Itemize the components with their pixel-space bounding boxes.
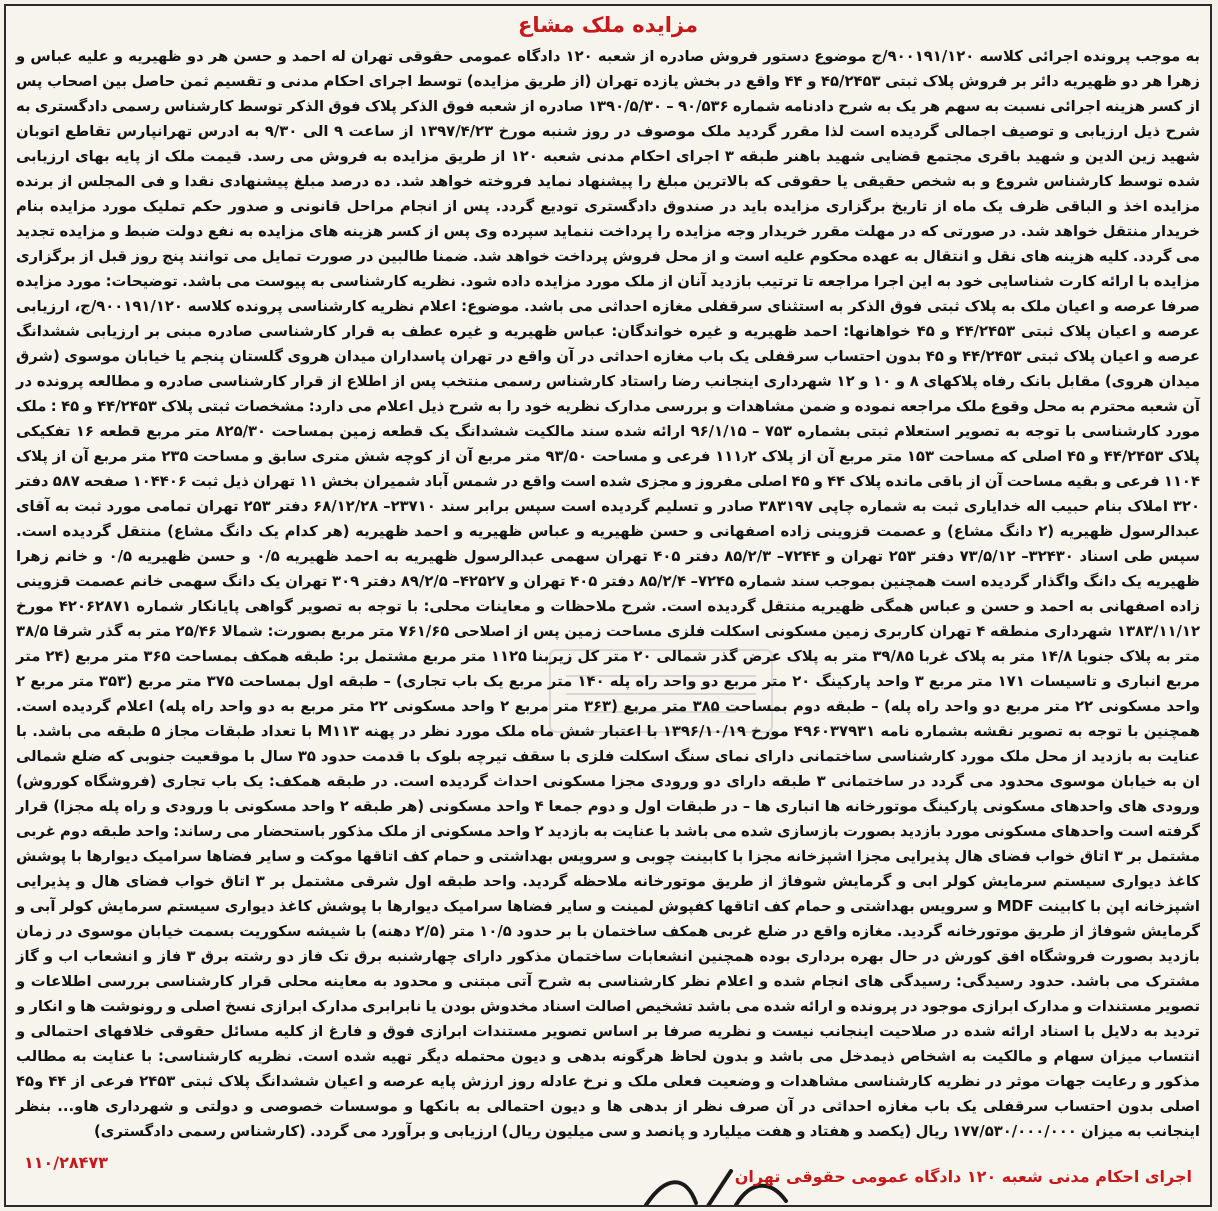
notice-frame <box>4 4 1212 1207</box>
notice-body: به موجب پرونده اجرائی کلاسه ۹۰۰۱۹۱/۱۲۰/ج موضوع دستور فروش صادره از شعبه ۱۲۰ دادگاه عمومی حقوقی تهران له احمد و حسن هر دو ظهیریه و علیه عباس و زهرا هر دو ظهیریه دائر بر فروش پلاک ثبتی ۴۵/۲۴۵۳ و ۴۴ واقع در بخش یازده تهران (از طریق مزایده) توسط اجرای احکام مدنی و تقسیم ثمن حاصل بین اصحاب پس از کسر هزینه اجرائی نسبت به سهم هر یک به شرح دادنامه شماره ۹۰/۵۳۶ – ۱۳۹۰/۵/۳۰ صادره از شعبه فوق الذکر پلاک فوق الذکر توسط کارشناس رسمی دادگستری به شرح ذیل ارزیابی و توصیف اجمالی گردیده است لذا مقرر گردید ملک موصوف در روز شنبه مورخ ۱۳۹۷/۴/۲۳ از ساعت ۹ الی ۹/۳۰ به ادرس تهرانپارس تقاطع اتوبان شهید زین الدین و شهید باقری مجتمع قضایی شهید باهنر طبقه ۳ اجرای احکام مدنی شعبه ۱۲۰ از طریق مزایده به فروش می رسد. قیمت ملک از پایه بهای ارزیابی شده توسط کارشناس شروع و به شخص حقیقی یا حقوقی که بالاترین مبلغ را پیشنهاد نماید فروخته خواهد شد. ده درصد مبلغ پیشنهادی نقدا و فی المجلس از برنده مزایده اخذ و الباقی ظرف یک ماه از تاریخ برگزاری مزایده باید در صندوق دادگستری تودیع گردد. پس از انجام مراحل قانونی و صدور حکم تملیک مورد مزایده بنام خریدار منتقل خواهد شد. در صورتی که در مهلت مقرر خریدار وجه مزایده را پرداخت ننماید سپرده وی پس از کسر هزینه های مزایده به نفع دولت ضبط و مزایده تجدید می گردد. کلیه هزینه های نقل و انتقال به عهده محکوم علیه است و از محل فروش پرداخت خواهد شد. ضمنا طالبین در صورت تمایل می توانند پنج روز قبل از برگزاری مزایده با ارائه کارت شناسایی خود به این اجرا مراجعه تا ترتیب بازدید آنان از ملک مورد مزایده داده شود. نظریه کارشناسی به پیوست می باشد. توضیحات: مورد مزایده صرفا عرصه و اعیان ملک به پلاک ثبتی فوق الذکر به استثنای سرقفلی مغازه احداثی می باشد. موضوع: اعلام نظریه کارشناسی پرونده کلاسه ۹۰۰۱۹۱/۱۲۰/ج، ارزیابی عرصه و اعیان پلاک ثبتی ۴۴/۲۴۵۳ و ۴۵ خواهانها: احمد ظهیریه و غیره خواندگان: عباس ظهیریه و غیره عطف به قرار کارشناسی صادره مبنی بر ارزیابی ششدانگ عرصه و اعیان پلاک ثبتی ۴۴/۲۴۵۳ و ۴۵ بدون احتساب سرقفلی یک باب مغازه احداثی در آن واقع در تهران پاسداران میدان هروی گلستان پنجم یا خیابان موسوی (شرق میدان هروی) مقابل بانک رفاه پلاکهای ۸ و ۱۰ و ۱۲ شهرداری اینجانب رضا راستاد کارشناس رسمی منتخب پس از اطلاع از قرار کارشناسی صادره و مطالعه پرونده در آن شعبه محترم به محل وقوع ملک مراجعه نموده و ضمن مشاهدات و بررسی مدارک نظریه خود را به شرح ذیل اعلام می دارد: مشخصات ثبتی پلاک ۴۴/۲۴۵۳ و ۴۵ : ملک مورد کارشناسی با توجه به تصویر استعلام ثبتی بشماره ۷۵۳ – ۹۶/۱/۱۵ ارائه شده سند مالکیت ششدانگ یک قطعه زمین بمساحت ۸۲۵/۳۰ متر مربع قطعه ۱۶ تفکیکی پلاک ۴۴/۲۴۵۳ و ۴۵ اصلی که مساحت ۱۵۳ متر مربع آن از پلاک ۱۱۱٫۲ فرعی و مساحت ۹۳/۵۰ متر مربع آن از کوچه شش متری سابق و مساحت ۲۳۵ متر مربع آن از پلاک ۱۱۰۴ فرعی و بقیه مساحت آن از باقی مانده پلاک ۴۴ و ۴۵ اصلی مفروز و مجزی شده است واقع در شمس آباد شمیران بخش ۱۱ تهران ذیل ثبت ۱۰۴۴۰۶ صفحه ۵۸۷ دفتر ۳۲۰ املاک بنام حبیب اله خدایاری ثبت به شماره چاپی ۳۸۳۱۹۷ صادر و تسلیم گردیده است سپس برابر سند ۲۳۷۱۰– ۶۸/۱۲/۲۸ دفتر ۲۵۳ تهران تمامی مورد ثبت به آقای عبدالرسول ظهیریه (۲ دانگ مشاع) و عصمت قزوینی زاده اصفهانی و حسن ظهیریه و عباس ظهیریه و احمد ظهیریه (هر کدام یک دانگ مشاع) منتقل گردیده است. سپس طی اسناد ۳۲۴۳۰– ۷۳/۵/۱۲ دفتر ۲۵۳ تهران و ۷۲۴۴– ۸۵/۲/۳ دفتر ۴۰۵ تهران سهمی عبدالرسول ظهیریه به احمد ظهیریه ۰/۵ و حسن ظهیریه ۰/۵ و خانم زهرا ظهیریه یک دانگ واگذار گردیده است همچنین بموجب سند شماره ۷۲۴۵– ۸۵/۲/۴ دفتر ۴۰۵ تهران و ۴۲۵۲۷– ۸۹/۲/۵ دفتر ۳۰۹ تهران یک دانگ سهمی خانم عصمت قزوینی زاده اصفهانی به احمد و حسن و عباس همگی ظهیریه منتقل گردیده است. شرح ملاحظات و معاینات محلی: با توجه به تصویر گواهی پایانکار شماره ۴۲۰۶۲۸۷۱ مورخ ۱۳۸۳/۱۱/۱۲ شهرداری منطقه ۴ تهران کاربری زمین مسکونی اسکلت فلزی مساحت زمین پس از اصلاحی ۷۶۱/۶۵ متر مربع بصورت: شمالا ۲۵/۴۶ متر به گذر شرقا ۳۸/۵ متر به پلاک جنوبا ۱۴/۸ متر به پلاک غربا ۳۹/۸۵ متر به پلاک عرض گذر شمالی ۲۰ متر کل زیربنا ۱۱۲۵ متر مربع مشتمل بر: طبقه همکف بمساحت ۳۶۵ متر مربع (۲۴ متر مربع انباری و تاسیسات ۱۷۱ متر مربع ۳ واحد پارکینگ ۲۰ متر مربع دو واحد راه پله ۱۴۰ متر مربع یک باب تجاری) – طبقه اول بمساحت ۳۷۵ متر مربع (۳۵۳ متر مربع ۲ واحد مسکونی ۲۲ متر مربع دو واحد راه پله) – طبقه دوم بمساحت ۳۸۵ متر مربع (۳۶۳ متر مربع ۲ واحد مسکونی ۲۲ متر مربع به دو واحد راه پله) اعلام گردیده است. همچنین با توجه به تصویر نقشه بشماره نامه ۴۹۶۰۳۷۹۳۱ مورخ ۱۳۹۶/۱۰/۱۹ با اعتبار شش ماه ملک مورد نظر در پهنه M۱۱۳ با تعداد طبقات مجاز ۵ طبقه می باشد. با عنایت به بازدید از محل ملک مورد کارشناسی ساختمانی دارای نمای سنگ اسکلت فلزی با سقف تیرچه بلوک با قدمت حدود ۳۵ سال با موقعیت جنوبی که ضلع شمالی ان به خیابان موسوی محدود می گردد در ساختمانی ۳ طبقه دارای دو ورودی مجزا مسکونی احداث گردیده است. در طبقه همکف: یک باب تجاری (فروشگاه کوروش) ورودی های واحدهای مسکونی پارکینگ موتورخانه ها انباری ها – در طبقات اول و دوم جمعا ۴ واحد مسکونی (هر طبقه ۲ واحد مسکونی با ورودی و راه پله مجزا) قرار گرفته است واحدهای مسکونی مورد بازدید بصورت بازسازی شده می باشد با عنایت به بازدید ۲ واحد مسکونی از ملک مذکور باستحضار می رساند: واحد طبقه دوم غربی مشتمل بر ۳ اتاق خواب فضای هال پذیرایی مجزا اشپزخانه مجزا با کابینت چوبی و سرویس بهداشتی و حمام کف اتاقها موکت و سایر فضاها سرامیک دیوارها با پوشش کاغذ دیواری سیستم سرمایش کولر ابی و گرمایش شوفاژ از طریق موتورخانه ملاحظه گردید. واحد طبقه اول شرقی مشتمل بر ۳ اتاق خواب فضای هال و پذیرایی اشپزخانه اپن با کابینت MDF و سرویس بهداشتی و حمام کف اتاقها کفپوش لمینت و سایر فضاها سرامیک دیوارها با پوشش کاغذ دیواری سیستم سرمایش کولر آبی و گرمایش شوفاژ از طریق موتورخانه گردید. مغازه واقع در ضلع غربی همکف ساختمان با بر حدود ۱۰/۵ متر (۲/۵ دهنه) با شیشه سکوریت بسمت خیابان موسوی در زمان بازدید بصورت فروشگاه افق کورش در حال بهره برداری بوده همچنین انشعابات ساختمان مذکور دارای چهارشنبه برق تک فاز دو رشته برق ۳ فاز و انشعاب اب و گاز مشترک می باشد. حدود رسیدگی: رسیدگی های انجام شده و اعلام نظر کارشناسی به شرح آتی مبتنی و محدود به معاینه محلی قرار کارشناسی بررسی اطلاعات و تصویر مستندات و مدارک ابرازی موجود در پرونده و ارائه شده می باشد تشخیص اصالت اسناد مخدوش بودن یا نابرابری مدارک ابرازی نسخ اصلی و رونوشت ها و انکار و تردید به دلایل با اسناد ارائه شده در صلاحیت اینجانب نیست و نظریه صرفا بر اساس تصویر مستندات ابرازی فوق و فارغ از کلیه مسائل حقوقی خلافهای احتمالی و انتساب میزان سهام و مالکیت به اشخاص ذیمدخل می باشد و بدون لحاظ هرگونه بدهی و دیون محتمله دیگر تهیه شده است. نظریه کارشناسی: با عنایت به مطالب مذکور و رعایت جهات موثر در نظریه کارشناسی مشاهدات و وضعیت فعلی ملک و نرخ عادله روز ارزش پایه عرصه و اعیان ششدانگ پلاک ثبتی ۲۴۵۳ فرعی از ۴۴ و۴۵ اصلی بدون احتساب سرقفلی یک باب مغازه احداثی در آن صرف نظر از بدهی ها و دیون احتمالی به بانکها و موسسات خصوصی و دولتی و شهرداری هاو... بنظر اینجانب به میزان ۱۷۷/۵۳۰/۰۰۰/۰۰۰ ریال (یکصد و هفتاد و هفت میلیارد و پانصد و سی میلیون ریال) ارزیابی و برآورد می گردد. (کارشناس رسمی دادگستری) <box>16 48 1201 1140</box>
notice-issuer: اجرای احکام مدنی شعبه ۱۲۰ دادگاه عمومی حقوقی تهران <box>734 1167 1192 1186</box>
notice-title: مزایده ملک مشاع <box>518 13 698 37</box>
notice-footer <box>16 1153 1200 1207</box>
notice-code: ۱۱۰/۲۸۴۷۳ <box>24 1153 108 1172</box>
